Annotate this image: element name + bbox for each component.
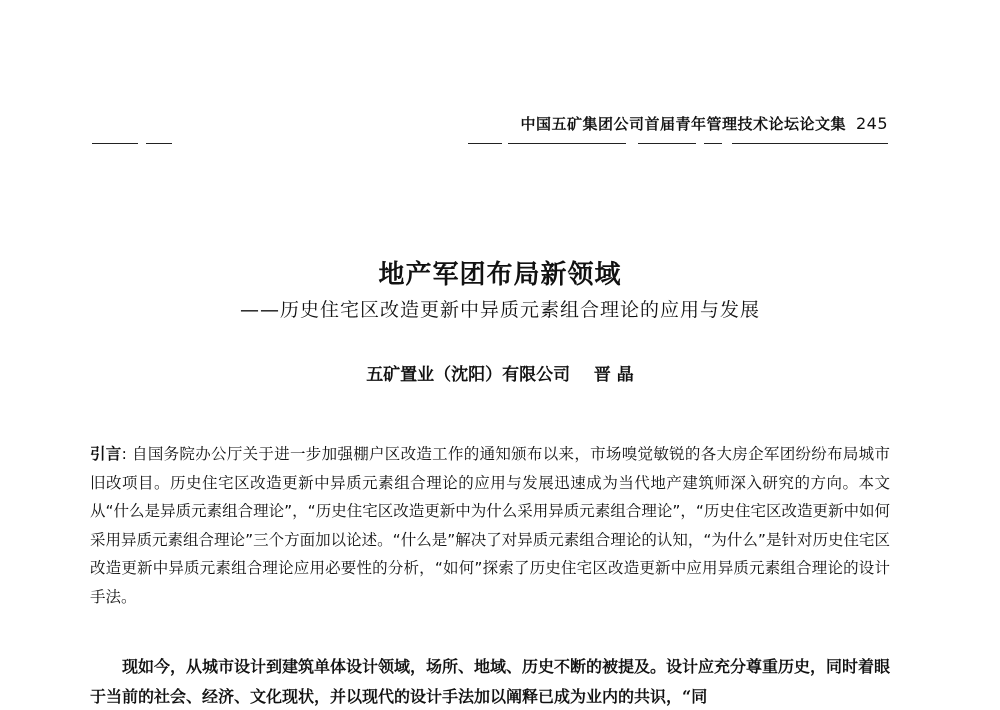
header-rule-segment <box>732 143 888 144</box>
header-rule-segment <box>146 143 172 144</box>
abstract-separator: : <box>121 445 133 463</box>
author-line <box>0 360 1000 385</box>
header-rule-segment <box>704 143 722 144</box>
header-rule-segment <box>638 143 696 144</box>
header-rule-segment <box>468 143 502 144</box>
abstract <box>90 440 890 612</box>
paper-title: 地产军团布局新领域 <box>378 260 622 290</box>
header-rule-segment <box>508 143 626 144</box>
affiliation: 五矿置业（沈阳）有限公司 <box>366 365 571 385</box>
body-paragraph: 现如今，从城市设计到建筑单体设计领域，场所、地域、历史不断的被提及。设计应充分尊重历史，同时着眼于当前的社会、经济、文化现状，并以现代的设计手法加以阐释已成为业内的共识，“同 <box>90 657 891 706</box>
journal-title: 中国五矿集团公司首届青年管理技术论坛论文集 <box>520 115 846 133</box>
paper-subtitle: ——历史住宅区改造更新中异质元素组合理论的应用与发展 <box>239 299 760 321</box>
abstract-label: 引言 <box>90 445 122 463</box>
header-rule-segment <box>92 143 138 144</box>
author-name: 晋 晶 <box>593 365 634 385</box>
running-header <box>520 113 888 134</box>
abstract-text: 自国务院办公厅关于进一步加强棚户区改造工作的通知颁布以来，市场嗅觉敏锐的各大房企军团纷纷布局城市旧改项目。历史住宅区改造更新中异质元素组合理论的应用与发展迅速成为当代地产建筑师深入研究的方向。本文从“什么是异质元素组合理论”，“历史住宅区改造更新中为什么采用异质元素组合理论”，“历史住宅区改造更新中如何采用异质元素组合理论”三个方面加以论述。“什么是”解决了对异质元素组合理论的认知，“为什么”是针对历史住宅区改造更新中异质元素组合理论应用必要性的分析，“如何”探索了历史住宅区改造更新中应用异质元素组合理论的设计手法。 <box>90 445 890 606</box>
page-number: 245 <box>855 114 888 133</box>
